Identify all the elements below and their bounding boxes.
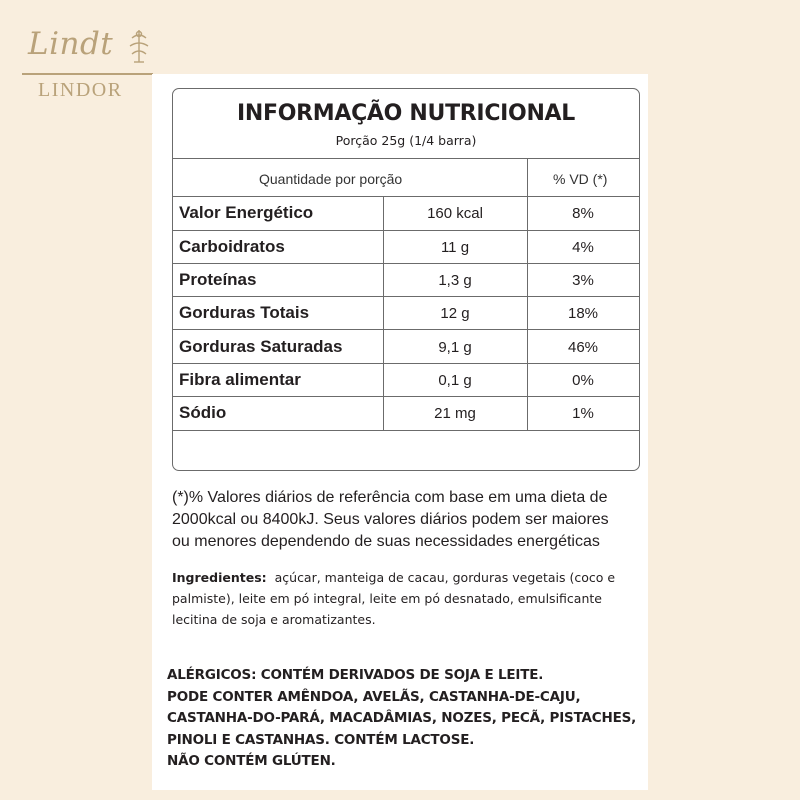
nutrition-row xyxy=(173,397,639,430)
lindor-wordmark: LINDOR xyxy=(38,79,123,101)
nutrient-vd: 0% xyxy=(572,372,594,389)
logo-divider xyxy=(22,73,153,75)
nutrient-quantity: 1,3 g xyxy=(438,272,472,289)
footnote-line: (*)% Valores diários de referência com base em uma dieta de xyxy=(172,489,608,506)
header-vd: % VD (*) xyxy=(553,171,608,187)
nutrient-name: Gorduras Totais xyxy=(179,303,310,322)
footnote-line: 2000kcal ou 8400kJ. Seus valores diários podem ser maiores xyxy=(172,511,609,528)
nutrition-row xyxy=(173,297,639,330)
nutrient-name: Valor Energético xyxy=(179,203,314,222)
ingredients-line: palmiste), leite em pó integral, leite em pó desnatado, emulsificante xyxy=(172,591,602,606)
nutrient-vd: 4% xyxy=(572,239,594,256)
daily-value-footnote xyxy=(172,487,642,553)
nutrient-quantity: 11 g xyxy=(440,239,470,256)
nutrient-vd: 8% xyxy=(572,205,594,222)
nutrient-name: Sódio xyxy=(179,403,227,422)
nutrient-quantity: 0,1 g xyxy=(438,372,472,389)
nutrition-row xyxy=(173,331,639,364)
allergen-line: PINOLI E CASTANHAS. CONTÉM LACTOSE. xyxy=(167,731,475,748)
divider xyxy=(173,329,639,330)
nutrition-row xyxy=(173,364,639,397)
nutrition-row xyxy=(173,264,639,297)
nutrition-row xyxy=(173,231,639,264)
divider xyxy=(173,430,639,431)
nutrient-vd: 18% xyxy=(567,305,599,322)
footnote-line: ou menores dependendo de suas necessidades energéticas xyxy=(172,533,600,550)
nutrient-quantity: 9,1 g xyxy=(438,339,472,356)
nutrient-name: Fibra alimentar xyxy=(179,370,301,389)
lindt-script-wordmark: Lindt xyxy=(28,26,114,62)
lindt-crest-icon xyxy=(126,28,152,64)
allergen-line: PODE CONTER AMÊNDOA, AVELÃS, CASTANHA-DE-CAJU, xyxy=(167,688,581,705)
nutrient-name: Gorduras Saturadas xyxy=(179,337,343,356)
nutrition-table xyxy=(172,88,640,471)
lindt-lindor-logo xyxy=(22,20,154,100)
ingredients-line: lecitina de soja e aromatizantes. xyxy=(172,612,376,627)
ingredients-line: açúcar, manteiga de cacau, gorduras vegetais (coco e xyxy=(274,570,616,585)
nutrition-row xyxy=(173,197,639,230)
nutrient-vd: 46% xyxy=(567,339,599,356)
nutrient-quantity: 160 kcal xyxy=(427,205,483,222)
nutrition-title: INFORMAÇÃO NUTRICIONAL xyxy=(236,101,576,126)
nutrient-name: Carboidratos xyxy=(179,237,285,256)
allergens-section xyxy=(167,665,647,773)
nutrient-quantity: 12 g xyxy=(440,305,470,322)
divider xyxy=(173,158,639,159)
allergen-line: ALÉRGICOS: CONTÉM DERIVADOS DE SOJA E LEITE. xyxy=(167,667,544,683)
allergen-line: NÃO CONTÉM GLÚTEN. xyxy=(167,753,336,769)
portion-size: Porção 25g (1/4 barra) xyxy=(335,133,477,148)
ingredients-section xyxy=(172,567,642,630)
header-quantity: Quantidade por porção xyxy=(259,171,403,187)
nutrient-vd: 3% xyxy=(572,272,594,289)
ingredients-label: Ingredientes: xyxy=(172,570,267,585)
allergen-line: CASTANHA-DO-PARÁ, MACADÂMIAS, NOZES, PECÃ, PISTACHES, xyxy=(167,710,637,726)
nutrient-quantity: 21 mg xyxy=(434,405,476,422)
nutrient-vd: 1% xyxy=(572,405,594,422)
nutrient-name: Proteínas xyxy=(179,270,257,289)
